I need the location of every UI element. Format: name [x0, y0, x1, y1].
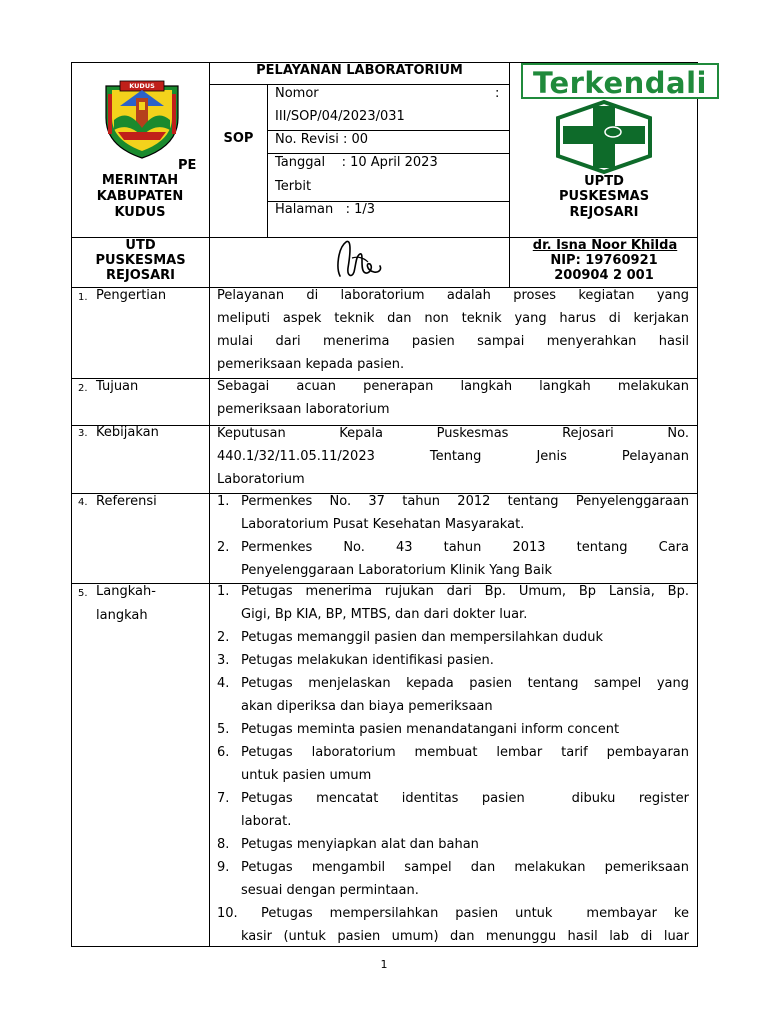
list-text: Petugas mencatat identitas pasien dibuku register	[241, 791, 689, 806]
signer-nip: 200904 2 001	[554, 268, 654, 283]
list-text: Permenkes No. 37 tahun 2012 tentang Penyelenggaraan	[241, 494, 689, 509]
list-item	[217, 787, 689, 833]
divider	[267, 84, 268, 238]
text-line: 440.1/32/11.05.11/2023 Tentang Jenis Pelayanan	[217, 449, 689, 464]
list-number: 2.	[217, 540, 230, 555]
page-number: 1	[380, 958, 388, 971]
list-text: untuk pasien umum	[241, 768, 372, 783]
list-text: Petugas menyiapkan alat dan bahan	[241, 837, 479, 852]
section-label: Pengertian	[96, 288, 167, 303]
sign-org-line: UTD	[125, 238, 156, 253]
signer-nip: NIP: 19760921	[550, 253, 658, 268]
list-item	[217, 672, 689, 718]
list-number: 8.	[217, 837, 230, 852]
list-item	[217, 718, 689, 741]
list-text: laborat.	[241, 814, 292, 829]
list-item	[217, 902, 689, 948]
list-text: Petugas laboratorium membuat lembar tarif pembayaran	[241, 745, 689, 760]
divider	[267, 130, 510, 131]
list-text: Gigi, Bp KIA, BP, MTBS, dan dari dokter luar.	[241, 607, 528, 622]
document-title: PELAYANAN LABORATORIUM	[256, 63, 463, 78]
list-text: sesuai dengan permintaan.	[241, 883, 419, 898]
tanggal-value: Tanggal : 10 April 2023	[275, 155, 438, 170]
section-pengertian	[71, 287, 698, 378]
list-text: Petugas memanggil pasien dan mempersilahkan duduk	[241, 630, 604, 645]
text-line: Keputusan Kepala Puskesmas Rejosari No.	[217, 426, 689, 441]
list-text: Petugas menjelaskan kepada pasien tentang sampel yang	[241, 676, 689, 691]
section-label: Referensi	[96, 494, 157, 509]
section-label: Langkah-	[96, 584, 156, 599]
section-number: 4.	[78, 497, 88, 508]
list-number: 7.	[217, 791, 230, 806]
list-number: 1.	[217, 494, 230, 509]
org-name-right: UPTD	[584, 174, 624, 189]
puskesmas-cross-icon	[551, 100, 657, 174]
section-number: 2.	[78, 383, 88, 394]
list-text: Petugas menerima rujukan dari Bp. Umum, Bp Lansia, Bp.	[241, 584, 689, 599]
list-text: Petugas mengambil sampel dan melakukan pemeriksaan	[241, 860, 689, 875]
section-langkah	[71, 583, 698, 947]
text-line: Laboratorium	[217, 472, 305, 487]
list-text: akan diperiksa dan biaya pemeriksaan	[241, 699, 493, 714]
list-text: Permenkes No. 43 tahun 2013 tentang Cara	[241, 540, 689, 555]
org-name-line: KABUPATEN	[96, 189, 184, 204]
signature-icon	[330, 238, 390, 284]
list-text: Penyelenggaraan Laboratorium Klinik Yang Baik	[241, 563, 553, 578]
list-item	[217, 626, 689, 649]
revisi-value: No. Revisi : 00	[275, 132, 369, 147]
list-item	[217, 580, 689, 626]
org-name-right: REJOSARI	[569, 205, 639, 220]
sign-org-line: REJOSARI	[105, 268, 176, 283]
list-number: 4.	[217, 676, 230, 691]
section-referensi	[71, 493, 698, 583]
text-line: meliputi aspek teknik dan non teknik yang harus di kerjakan	[217, 311, 689, 326]
list-number: 9.	[217, 860, 230, 875]
divider	[209, 84, 510, 85]
list-item	[217, 649, 689, 672]
section-number: 1.	[78, 292, 88, 303]
list-item	[217, 536, 689, 582]
list-text: Petugas meminta pasien menandatangani inform concent	[241, 722, 620, 737]
section-tujuan	[71, 378, 698, 425]
kudus-crest-logo	[100, 78, 184, 160]
list-number: 2.	[217, 630, 230, 645]
sop-label: SOP	[223, 131, 254, 146]
terbit-label: Terbit	[275, 179, 312, 194]
nomor-value: III/SOP/04/2023/031	[275, 109, 405, 124]
section-label: Kebijakan	[96, 425, 159, 440]
text-line: Pelayanan di laboratorium adalah proses kegiatan yang	[217, 288, 689, 303]
list-text: Laboratorium Pusat Kesehatan Masyarakat.	[241, 517, 525, 532]
divider	[267, 153, 510, 154]
list-number: 6.	[217, 745, 230, 760]
list-number: 5.	[217, 722, 230, 737]
list-item	[217, 856, 689, 902]
section-number: 5.	[78, 588, 88, 599]
signer-name: dr. Isna Noor Khilda	[532, 238, 678, 253]
org-name-pe: PE	[178, 158, 197, 173]
text-line: pemeriksaan kepada pasien.	[217, 357, 405, 372]
org-name-line: MERINTAH	[101, 173, 179, 188]
terkendali-stamp: Terkendali	[521, 63, 719, 99]
list-number: 1.	[217, 584, 230, 599]
nomor-colon: :	[495, 86, 500, 101]
list-item	[217, 741, 689, 787]
signature	[330, 238, 390, 284]
section-number: 3.	[78, 428, 88, 439]
list-number: 3.	[217, 653, 230, 668]
list-item	[217, 490, 689, 536]
logo-caption: KUDUS	[129, 82, 155, 90]
list-text: Petugas melakukan identifikasi pasien.	[241, 653, 494, 668]
sign-org-line: PUSKESMAS	[95, 253, 186, 268]
list-number: 10.	[217, 906, 238, 921]
text-line: Sebagai acuan penerapan langkah langkah melakukan	[217, 379, 689, 394]
org-name-line: KUDUS	[114, 205, 166, 220]
nomor-label: Nomor	[275, 86, 319, 101]
section-label: langkah	[96, 608, 148, 623]
text-line: pemeriksaan laboratorium	[217, 402, 390, 417]
halaman-value: Halaman : 1/3	[275, 202, 376, 217]
list-text: kasir (untuk pasien umum) dan menunggu hasil lab di luar	[241, 929, 689, 944]
section-label: Tujuan	[96, 379, 139, 394]
puskesmas-logo	[551, 100, 657, 174]
list-item	[217, 833, 689, 856]
list-text: Petugas mempersilahkan pasien untuk membayar ke	[261, 906, 689, 921]
section-kebijakan	[71, 425, 698, 493]
text-line: mulai dari menerima pasien sampai menyerahkan hasil	[217, 334, 689, 349]
org-name-right: PUSKESMAS	[558, 189, 650, 204]
